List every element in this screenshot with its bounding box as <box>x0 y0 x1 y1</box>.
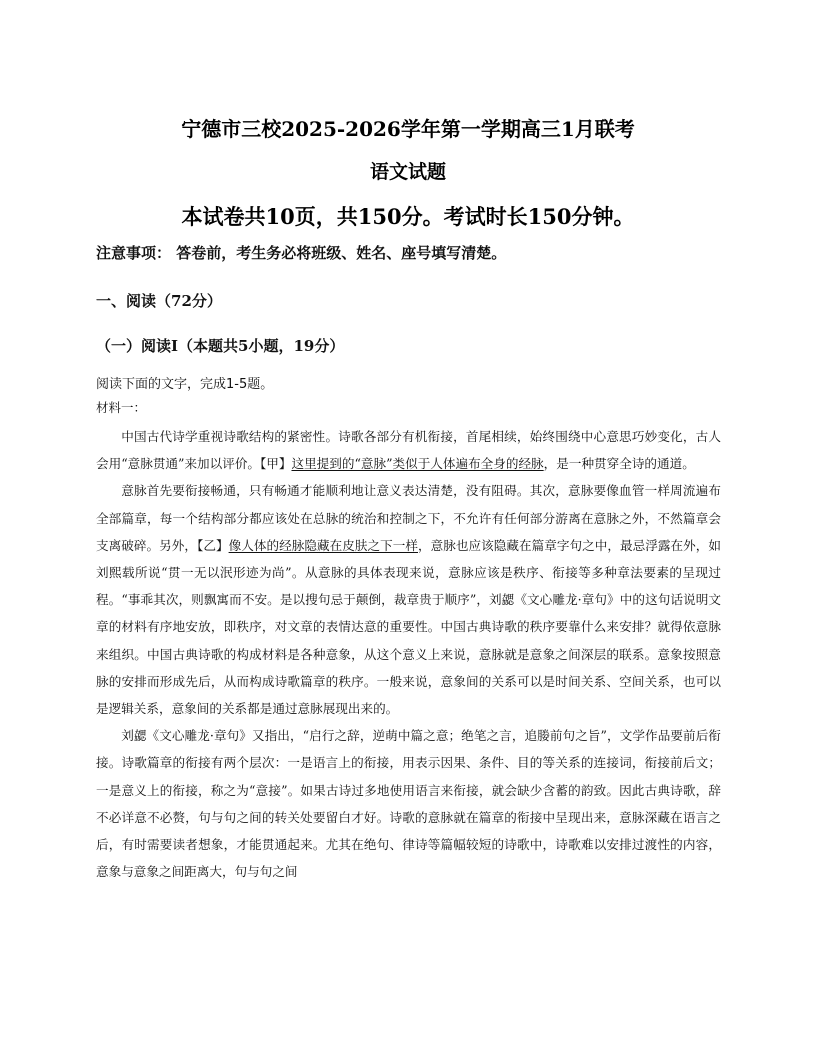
paragraph-1-text-a: 中国古代诗学重视诗歌结构的紧密性。诗歌各部分有机衔接，首尾相续，始终围绕中心意思巧妙变化，古人会用“意脉贯通”来加以评价。【甲】 <box>96 429 721 472</box>
section-heading-reading: 一、阅读（72分） <box>96 292 222 310</box>
exam-subject: 语文试题 <box>369 161 446 183</box>
paragraph-2-text-b: ，意脉也应该隐藏在篇章字句之中，最忌浮露在外，如刘熙载所说“贯一无以泯形迹为尚”。从意脉的具体表现来说，意脉应该是秩序、衔接等多种章法要素的呈现过程。“事乖其次，则飘寓而不安。是以搜句忌于颠倒，裁章贵于顺序”，刘勰《文心雕龙·章句》中的这句话说明文章的材料有序地安放，即秩序，对文章的表情达意的重要性。中国古典诗歌的秩序要靠什么来安排？就得依意脉来组织。中国古典诗歌的构成材料是各种意象，从这个意义上来说，意脉就是意象之间深层的联系。意象按照意脉的安排而形成先后，从而构成诗歌篇章的秩序。一般来说，意象间的关系可以是时间关系、空间关系，也可以是逻辑关系，意象间的关系都是通过意脉展现出来的。 <box>96 537 722 717</box>
underlined-sentence-yi: 像人体的经脉隐藏在皮肤之下一样 <box>228 537 418 553</box>
paragraph-1 <box>96 423 721 477</box>
paragraph-1-text-b: ，是一种贯穿全诗的通道。 <box>543 456 695 472</box>
paragraph-3: 刘勰《文心雕龙·章句》又指出，“启行之辞，逆萌中篇之意；绝笔之言，追媵前句之旨”，文学作品要前后衔接。诗歌篇章的衔接有两个层次：一是语言上的衔接，用表示因果、条件、目的等关系的连接词，衔接前后文；一是意义上的衔接，称之为“意接”。如果古诗过多地使用语言来衔接，就会缺少含蓄的韵致。因此古典诗歌，辞不必详意不必赘，句与句之间的转关处要留白才好。诗歌的意脉就在篇章的衔接中呈现出来，意脉深藏在语言之后，有时需要读者想象，才能贯通起来。尤其在绝句、律诗等篇幅较短的诗歌中，诗歌难以安排过渡性的内容，意象与意象之间距离大，句与句之间 <box>96 728 721 880</box>
exam-info: 本试卷共10页，共150分。考试时长150分钟。 <box>181 204 635 229</box>
reading-instruction: 阅读下面的文字，完成1-5题。 <box>96 377 274 392</box>
exam-title: 宁德市三校2025-2026学年第一学期高三1月联考 <box>181 117 635 141</box>
subsection-heading-reading-1: （一）阅读Ⅰ（本题共5小题，19分） <box>96 337 345 355</box>
underlined-sentence-jia: 这里提到的“意脉”类似于人体遍布全身的经脉 <box>291 456 544 472</box>
material-label: 材料一： <box>96 400 147 415</box>
paragraph-2-text-a: 意脉首先要衔接畅通，只有畅通才能顺利地让意义表达清楚，没有阻碍。其次，意脉要像血管一样周流遍布全部篇章，每一个结构部分都应该处在总脉的统治和控制之下，不允许有任何部分游离在意脉之外，不然篇章会支离破碎。另外，【乙】 <box>96 483 721 553</box>
material-body <box>96 423 721 885</box>
paragraph-2 <box>96 477 721 722</box>
notice-line: 注意事项： 答卷前，考生务必将班级、姓名、座号填写清楚。 <box>96 244 507 262</box>
